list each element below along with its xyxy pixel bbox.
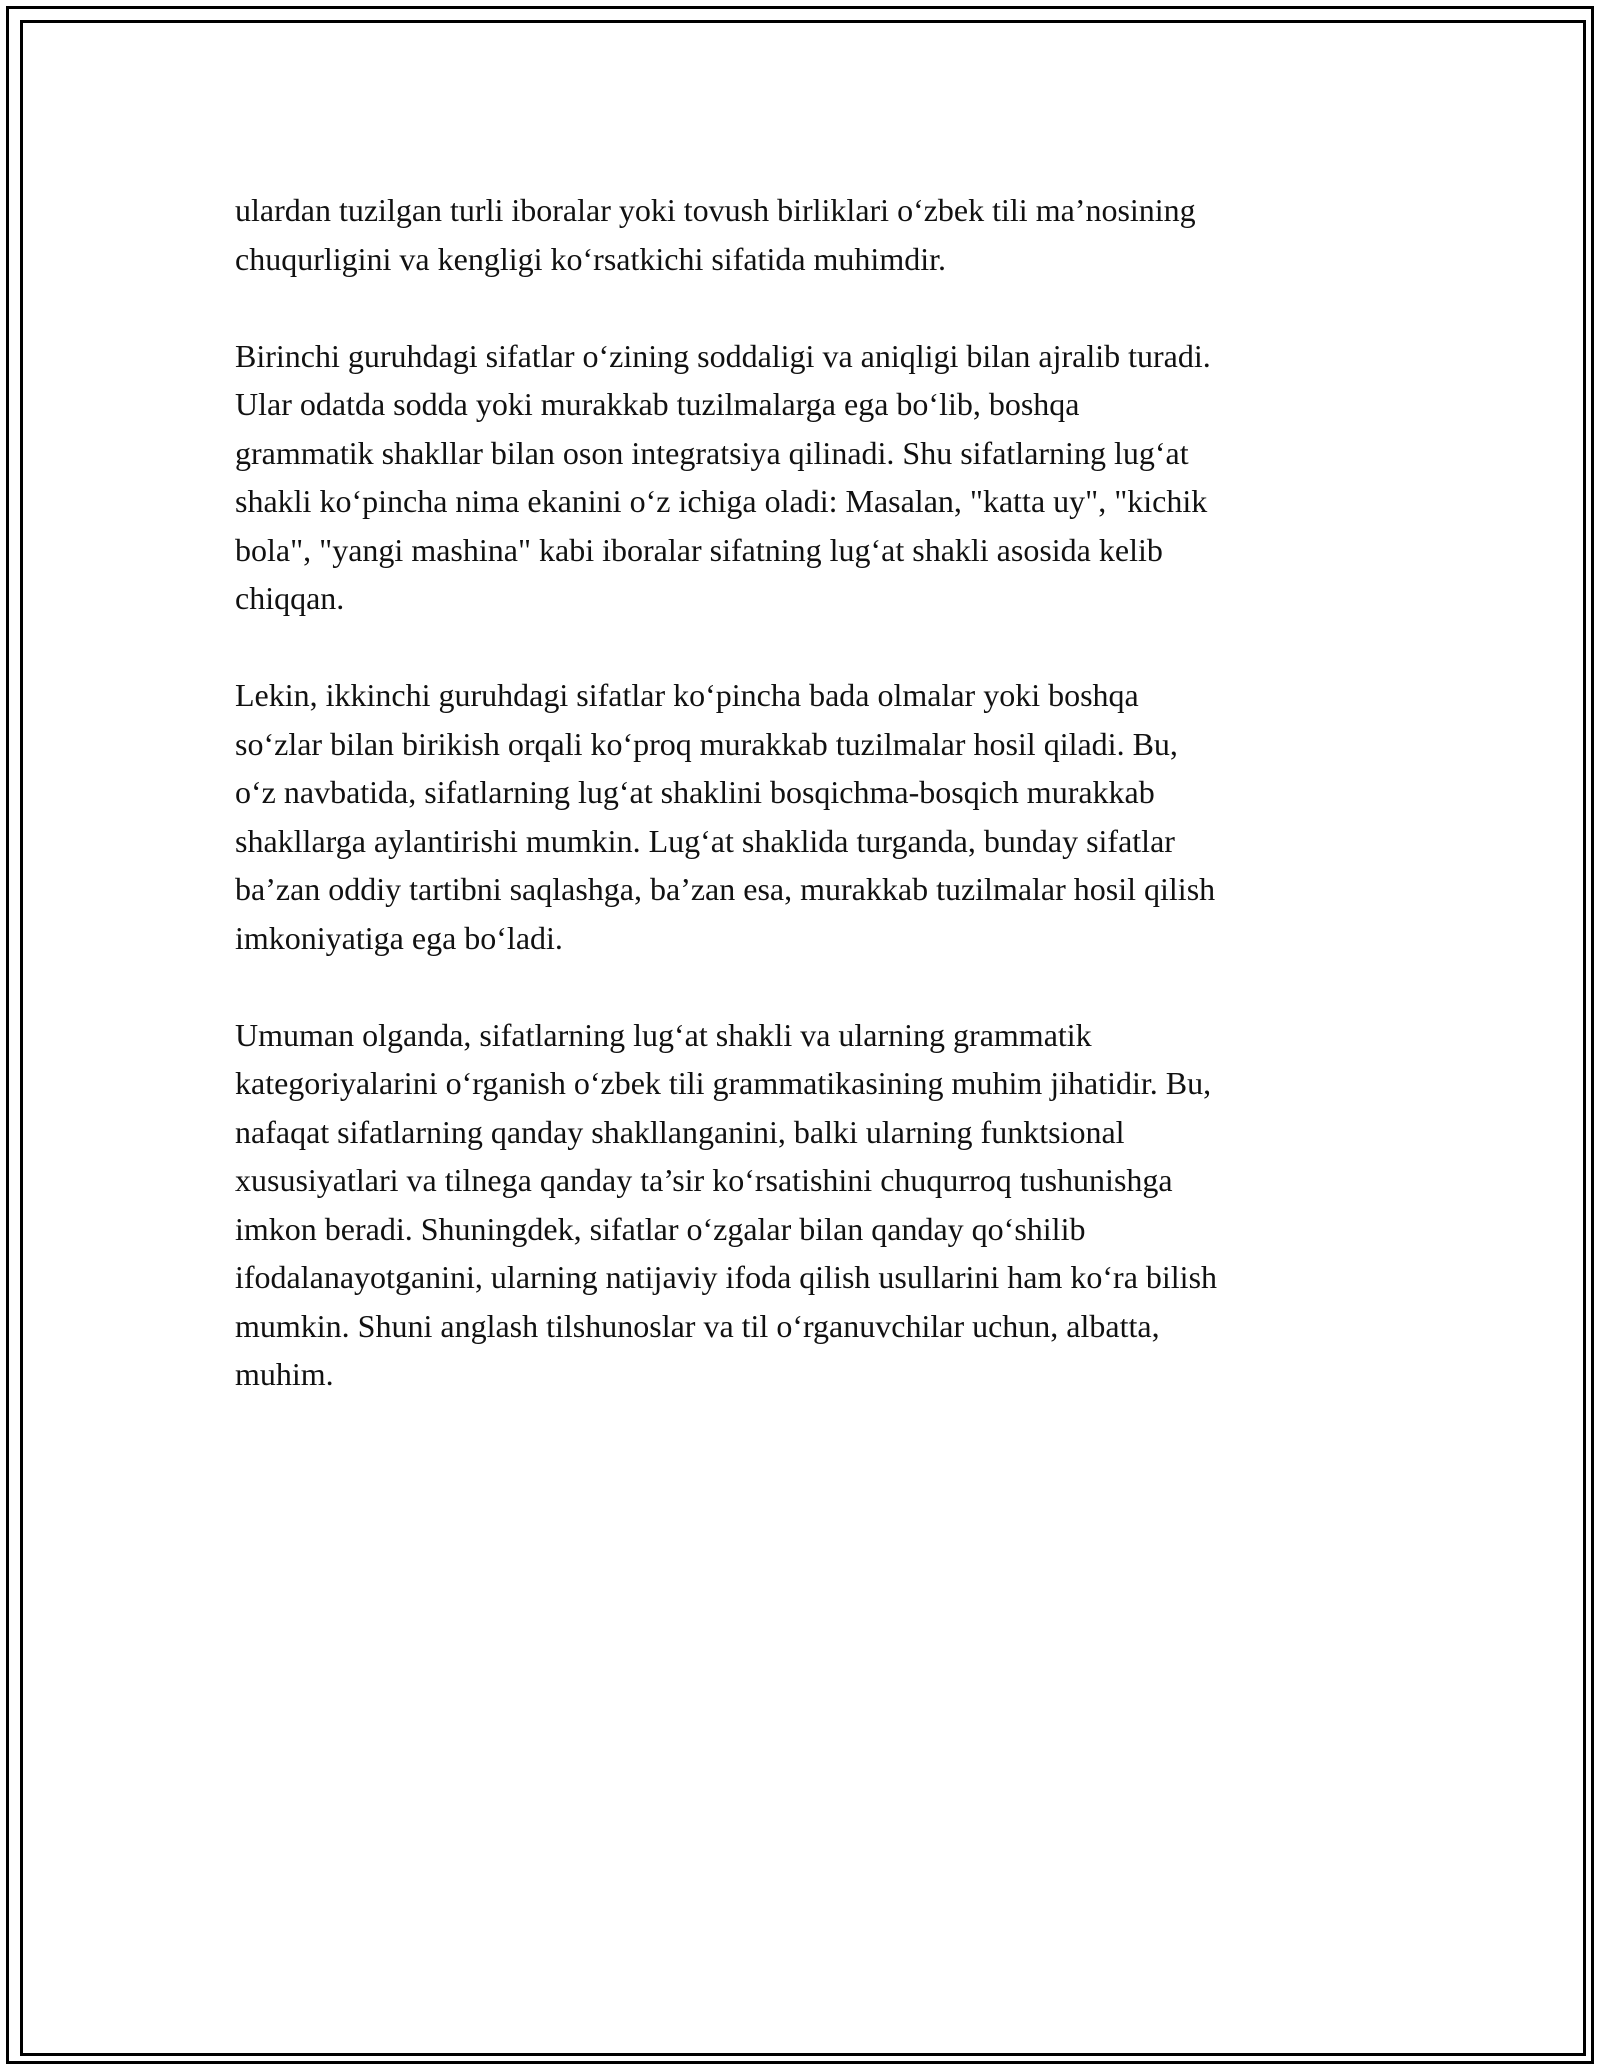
paragraph-line: nafaqat sifatlarning qanday shakllanganini, balki ularning funktsional (235, 1113, 1125, 1150)
paragraph-line: mumkin. Shuni anglash tilshunoslar va til o‘rganuvchilar uchun, albatta, (235, 1307, 1160, 1344)
paragraph-line: shakllarga aylantirishi mumkin. Lug‘at shaklida turganda, bunday sifatlar (235, 822, 1175, 859)
paragraph-line: ba’zan oddiy tartibni saqlashga, ba’zan esa, murakkab tuzilmalar hosil qilish (235, 871, 1216, 907)
paragraph-line: Umuman olganda, sifatlarning lug‘at shakli va ularning grammatik (235, 1016, 1092, 1053)
document-body (235, 186, 1375, 1447)
paragraph-line: ulardan tuzilgan turli iboralar yoki tovush birliklari o‘zbek tili ma’nosining (235, 192, 1196, 228)
paragraph-line: bola", "yangi mashina" kabi iboralar sifatning lug‘at shakli asosida kelib (235, 531, 1163, 568)
paragraph-line: muhim. (235, 1356, 334, 1392)
paragraph-line: so‘zlar bilan birikish orqali ko‘proq murakkab tuzilmalar hosil qiladi. Bu, (235, 725, 1178, 762)
paragraph-line: Ular odatda sodda yoki murakkab tuzilmalarga ega bo‘lib, boshqa (235, 386, 1080, 422)
paragraph-3 (235, 671, 1375, 962)
paragraph-line: chiqqan. (235, 580, 345, 616)
paragraph-line: o‘z navbatida, sifatlarning lug‘at shaklini bosqichma-bosqich murakkab (235, 774, 1155, 810)
paragraph-line: shakli ko‘pincha nima ekanini o‘z ichiga oladi: Masalan, "katta uy", "kichik (235, 483, 1208, 519)
paragraph-line: chuqurligini va kengligi ko‘rsatkichi sifatida muhimdir. (235, 240, 946, 277)
paragraph-line: xususiyatlari va tilnega qanday ta’sir ko‘rsatishini chuqurroq tushunishga (235, 1162, 1173, 1198)
paragraph-2 (235, 332, 1375, 623)
paragraph-line: ifodalanayotganini, ularning natijaviy ifoda qilish usullarini ham ko‘ra bilish (235, 1259, 1218, 1295)
paragraph-1 (235, 186, 1375, 283)
paragraph-line: Birinchi guruhdagi sifatlar o‘zining soddaligi va aniqligi bilan ajralib turadi. (235, 337, 1211, 374)
paragraph-line: imkoniyatiga ega bo‘ladi. (235, 919, 563, 956)
paragraph-line: imkon beradi. Shuningdek, sifatlar o‘zgalar bilan qanday qo‘shilib (235, 1210, 1086, 1247)
paragraph-line: grammatik shakllar bilan oson integratsiya qilinadi. Shu sifatlarning lug‘at (235, 434, 1189, 471)
paragraph-line: Lekin, ikkinchi guruhdagi sifatlar ko‘pincha bada olmalar yoki boshqa (235, 677, 1139, 713)
paragraph-line: kategoriyalarini o‘rganish o‘zbek tili grammatikasining muhim jihatidir. Bu, (235, 1065, 1212, 1101)
paragraph-4 (235, 1011, 1375, 1399)
